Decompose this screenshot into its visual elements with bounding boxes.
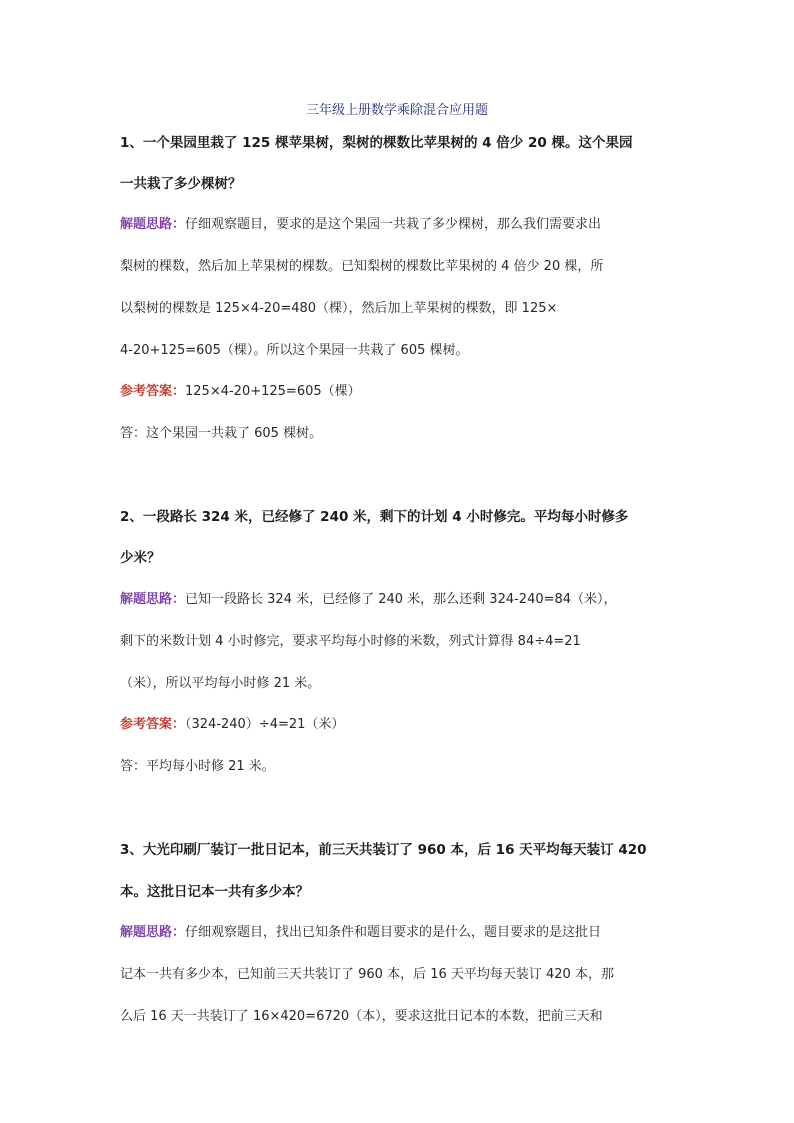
thinking-text: 仔细观察题目，找出已知条件和题目要求的是什么，题目要求的是这批日 [185, 925, 602, 940]
problem-2-question-line-2: 少米？ [120, 550, 161, 566]
thinking-text: 已知一段路长 324 米，已经修了 240 米，那么还剩 324-240=84（米）， [185, 592, 617, 607]
document-title: 三年级上册数学乘除混合应用题 [305, 103, 488, 118]
problem-2-conclusion: 答：平均每小时修 21 米。 [120, 759, 275, 774]
problem-3-thinking-line-3: 么后 16 天一共装订了 16×420=6720（本），要求这批日记本的本数，把前三天和 [120, 1009, 603, 1024]
problem-3-question-line-2: 本。这批日记本一共有多少本？ [120, 884, 309, 900]
problem-1-question-line-2: 一共栽了多少棵树？ [120, 176, 242, 192]
answer-text: 125×4-20+125=605（棵） [185, 384, 361, 399]
problem-1-thinking-line-1 [120, 217, 601, 233]
problem-2-thinking-line-1 [120, 592, 617, 608]
problem-1-thinking-line-4: 4-20+125=605（棵）。所以这个果园一共栽了 605 棵树。 [120, 343, 469, 358]
problem-2-answer [120, 717, 344, 733]
problem-3-thinking-line-1 [120, 925, 601, 941]
problem-1-question-line-1: 1、一个果园里栽了 125 棵苹果树，梨树的棵数比苹果树的 4 倍少 20 棵。这个果园 [120, 135, 633, 151]
thinking-label: 解题思路： [120, 217, 186, 232]
problem-3-thinking-line-2: 记本一共有多少本，已知前三天共装订了 960 本，后 16 天平均每天装订 420 本，那 [120, 967, 614, 982]
problem-3-question-line-1: 3、大光印刷厂装订一批日记本，前三天共装订了 960 本，后 16 天平均每天装订 420 [120, 842, 647, 858]
thinking-label: 解题思路： [120, 592, 186, 607]
problem-2-question-line-1: 2、一段路长 324 米，已经修了 240 米，剩下的计划 4 小时修完。平均每小时修多 [120, 509, 629, 525]
problem-1-thinking-line-3: 以梨树的棵数是 125×4-20=480（棵），然后加上苹果树的棵数，即 125× [120, 301, 558, 316]
answer-label: 参考答案： [120, 384, 186, 399]
answer-text: （324-240）÷4=21（米） [185, 717, 345, 732]
problem-2-thinking-line-2: 剩下的米数计划 4 小时修完，要求平均每小时修的米数，列式计算得 84÷4=21 [120, 634, 581, 649]
answer-label: 参考答案： [120, 717, 186, 732]
problem-1-conclusion: 答：这个果园一共栽了 605 棵树。 [120, 426, 323, 441]
problem-1-thinking-line-2: 梨树的棵数，然后加上苹果树的棵数。已知梨树的棵数比苹果树的 4 倍少 20 棵，所 [120, 259, 604, 274]
problem-1-answer [120, 384, 361, 400]
thinking-text: 仔细观察题目，要求的是这个果园一共栽了多少棵树，那么我们需要求出 [185, 217, 602, 232]
problem-2-thinking-line-3: （米），所以平均每小时修 21 米。 [120, 676, 321, 691]
thinking-label: 解题思路： [120, 925, 186, 940]
